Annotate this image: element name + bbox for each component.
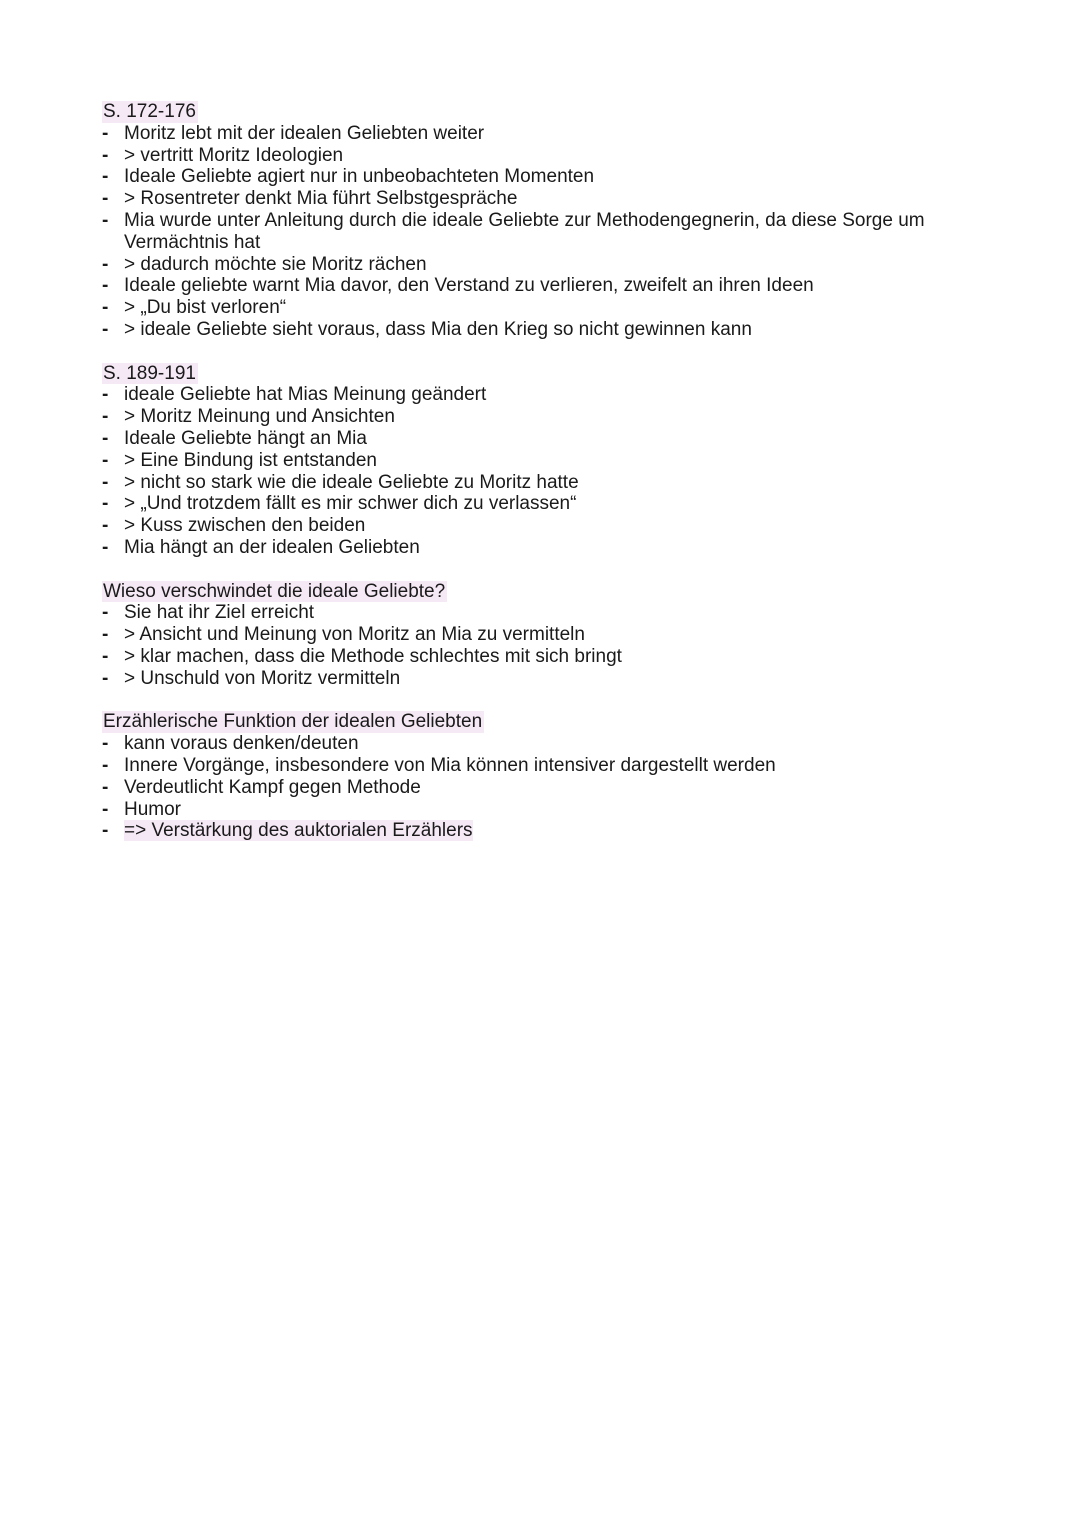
section-narrative-function <box>102 711 1002 842</box>
dash-icon: - <box>102 253 109 275</box>
list-item: - Verdeutlicht Kampf gegen Methode <box>102 776 421 798</box>
section-why-disappear <box>102 581 1002 690</box>
list-item: - Ideale Geliebte hängt an Mia <box>102 427 367 449</box>
dash-icon: - <box>102 733 109 755</box>
list-item: - ideale Geliebte hat Mias Meinung geändert <box>102 384 487 406</box>
dash-icon: - <box>102 536 109 558</box>
dash-icon: - <box>102 776 109 798</box>
dash-icon: - <box>102 471 109 493</box>
section-heading: S. 172-176 <box>103 101 196 122</box>
bullet-list <box>102 602 1002 689</box>
dash-icon: - <box>102 515 109 537</box>
bullet-list <box>102 123 1002 341</box>
list-item: - Sie hat ihr Ziel erreicht <box>102 602 315 624</box>
section-s172-176 <box>102 101 1002 341</box>
section-heading: Erzählerische Funktion der idealen Geliebten <box>103 711 483 733</box>
dash-icon: - <box>102 209 109 231</box>
dash-icon: - <box>102 798 109 820</box>
section-heading: Wieso verschwindet die ideale Geliebte? <box>103 580 446 602</box>
list-item: - > ideale Geliebte sieht voraus, dass Mia den Krieg so nicht gewinnen kann <box>102 318 752 340</box>
list-item: - Mia hängt an der idealen Geliebten <box>102 536 420 558</box>
list-item: - > „Du bist verloren“ <box>102 297 287 319</box>
list-item: - => Verstärkung des auktorialen Erzählers <box>102 820 473 842</box>
section-heading: S. 189-191 <box>103 362 196 384</box>
dash-icon: - <box>102 188 109 210</box>
dash-icon: - <box>102 406 109 428</box>
dash-icon: - <box>102 667 109 689</box>
dash-icon: - <box>102 645 109 667</box>
list-item: - > nicht so stark wie die ideale Geliebte zu Moritz hatte <box>102 471 579 493</box>
list-item: - > Moritz Meinung und Ansichten <box>102 406 395 428</box>
dash-icon: - <box>102 275 109 297</box>
notes-content <box>102 101 1002 864</box>
list-item: - > „Und trotzdem fällt es mir schwer dich zu verlassen“ <box>102 493 577 515</box>
dash-icon: - <box>102 449 109 471</box>
list-item: - Moritz lebt mit der idealen Geliebten weiter <box>102 122 485 144</box>
list-item: - > klar machen, dass die Methode schlechtes mit sich bringt <box>102 645 622 667</box>
list-item: - Ideale Geliebte agiert nur in unbeobachteten Momenten <box>102 166 595 188</box>
list-item: - > Unschuld von Moritz vermitteln <box>102 667 401 689</box>
list-item: - > Ansicht und Meinung von Moritz an Mia zu vermitteln <box>102 624 585 646</box>
list-item: - > vertritt Moritz Ideologien <box>102 144 344 166</box>
list-item: - > dadurch möchte sie Moritz rächen <box>102 253 427 275</box>
dash-icon: - <box>102 754 109 776</box>
list-item: - Innere Vorgänge, insbesondere von Mia können intensiver dargestellt werden <box>102 754 776 776</box>
dash-icon: - <box>102 427 109 449</box>
dash-icon: - <box>102 493 109 515</box>
list-item: - Ideale geliebte warnt Mia davor, den Verstand zu verlieren, zweifelt an ihren Ideen <box>102 275 814 297</box>
dash-icon: - <box>102 624 109 646</box>
section-s189-191 <box>102 363 1002 559</box>
bullet-list <box>102 733 1002 842</box>
dash-icon: - <box>102 602 109 624</box>
dash-icon: - <box>102 144 109 166</box>
list-item: - > Rosentreter denkt Mia führt Selbstgespräche <box>102 188 518 210</box>
dash-icon: - <box>102 820 109 842</box>
list-item: - > Kuss zwischen den beiden <box>102 515 366 537</box>
list-item: - Humor <box>102 798 182 820</box>
list-item: - > Eine Bindung ist entstanden <box>102 449 377 471</box>
dash-icon: - <box>102 318 109 340</box>
dash-icon: - <box>102 384 109 406</box>
list-item: - Mia wurde unter Anleitung durch die ideale Geliebte zur Methodengegnerin, da diese Sorge um Vermächtnis hat <box>102 209 925 253</box>
bullet-list <box>102 384 1002 558</box>
dash-icon: - <box>102 122 109 144</box>
list-item: - kann voraus denken/deuten <box>102 733 359 755</box>
dash-icon: - <box>102 297 109 319</box>
dash-icon: - <box>102 166 109 188</box>
